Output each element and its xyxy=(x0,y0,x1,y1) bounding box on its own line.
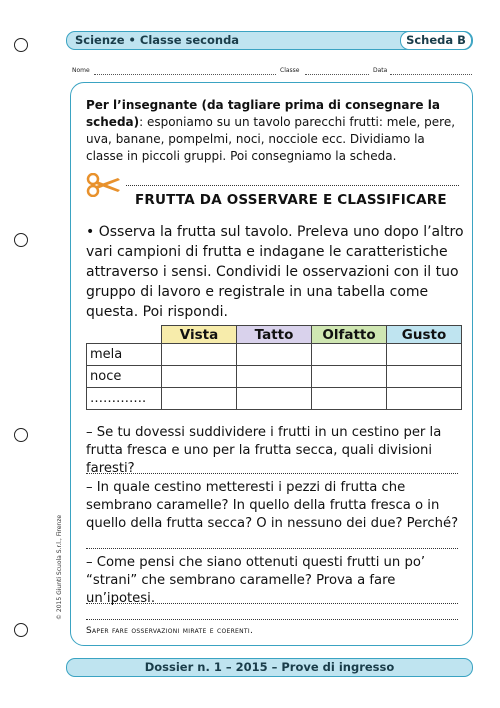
table-cell[interactable] xyxy=(387,344,462,366)
row-label-mela: mela xyxy=(87,344,162,366)
teacher-note-lead: Per l’insegnante (da tagliare prima di consegnare la scheda) xyxy=(86,98,440,129)
observation-table xyxy=(86,325,462,410)
header-olfatto: Olfatto xyxy=(312,326,387,344)
section-title: FRUTTA DA OSSERVARE E CLASSIFICARE xyxy=(135,192,447,208)
question-3: – Come pensi che siano ottenuti questi frutti un po’ “strani” che sembrano caramelle? Prova a fare un’ipotesi. xyxy=(86,555,426,606)
question-1: – Se tu dovessi suddividere i frutti in un cestino per la frutta fresca e uno per la frutta secca, quali divisioni faresti? xyxy=(86,425,442,476)
date-label: Data xyxy=(373,67,388,74)
table-row xyxy=(87,344,462,366)
table-row xyxy=(87,366,462,388)
table-row xyxy=(87,388,462,410)
row-label-blank: …………. xyxy=(87,388,162,410)
instructions-text: • Osserva la frutta sul tavolo. Preleva uno dopo l’altro vari campioni di frutta e indagane le caratteristiche attraverso i sensi. Condividi le osservazioni con il tuo gruppo di lavoro e registrale in una tabella come questa. Poi rispondi. xyxy=(86,224,464,320)
copyright-notice: © 2015 Giunti Scuola S.r.l., Firenze xyxy=(56,514,63,620)
date-field[interactable] xyxy=(390,74,472,75)
binder-hole-1 xyxy=(14,38,28,52)
student-info-row xyxy=(72,67,472,79)
class-label: Classe xyxy=(280,67,300,74)
table-cell[interactable] xyxy=(162,388,237,410)
table-cell[interactable] xyxy=(312,344,387,366)
answer-line-3[interactable] xyxy=(86,603,458,604)
teacher-note-body: : esponiamo su un tavolo parecchi frutti: mele, pere, uva, banane, pompelmi, noci, nocciole ecc. Dividiamo la classe in piccoli gruppi. Poi consegniamo la scheda. xyxy=(86,115,456,163)
table-cell[interactable] xyxy=(312,366,387,388)
row-label-noce: noce xyxy=(87,366,162,388)
table-header-row xyxy=(87,326,462,344)
table-cell[interactable] xyxy=(387,388,462,410)
header-bar xyxy=(66,31,473,50)
cut-line xyxy=(126,185,459,186)
footer-bar: Dossier n. 1 – 2015 – Prove di ingresso xyxy=(66,658,473,677)
table-cell[interactable] xyxy=(312,388,387,410)
header-vista: Vista xyxy=(162,326,237,344)
teacher-note xyxy=(86,97,456,165)
table-cell[interactable] xyxy=(162,344,237,366)
binder-hole-4 xyxy=(14,623,28,637)
answer-line-2[interactable] xyxy=(86,548,458,549)
table-cell[interactable] xyxy=(237,388,312,410)
learning-objective: Saper fare osservazioni mirate e coerenti. xyxy=(86,626,254,636)
header-gusto: Gusto xyxy=(387,326,462,344)
sheet-label: Scheda B xyxy=(400,31,472,50)
class-field[interactable] xyxy=(305,74,369,75)
subject-title: Scienze • Classe seconda xyxy=(75,33,240,47)
question-2: – In quale cestino metteresti i pezzi di frutta che sembrano caramelle? In quello della frutta fresca o in quello della frutta secca? O in nessuno dei due? Perché? xyxy=(86,480,459,531)
binder-hole-3 xyxy=(14,428,28,442)
name-field[interactable] xyxy=(94,74,276,75)
table-cell[interactable] xyxy=(237,366,312,388)
table-cell[interactable] xyxy=(237,344,312,366)
scissors-icon xyxy=(86,173,122,197)
table-cell[interactable] xyxy=(162,366,237,388)
table-corner xyxy=(87,326,162,344)
table-cell[interactable] xyxy=(387,366,462,388)
binder-hole-2 xyxy=(14,233,28,247)
answer-line-1[interactable] xyxy=(86,473,458,474)
name-label: Nome xyxy=(72,67,90,74)
header-tatto: Tatto xyxy=(237,326,312,344)
answer-line-4[interactable] xyxy=(86,619,458,620)
